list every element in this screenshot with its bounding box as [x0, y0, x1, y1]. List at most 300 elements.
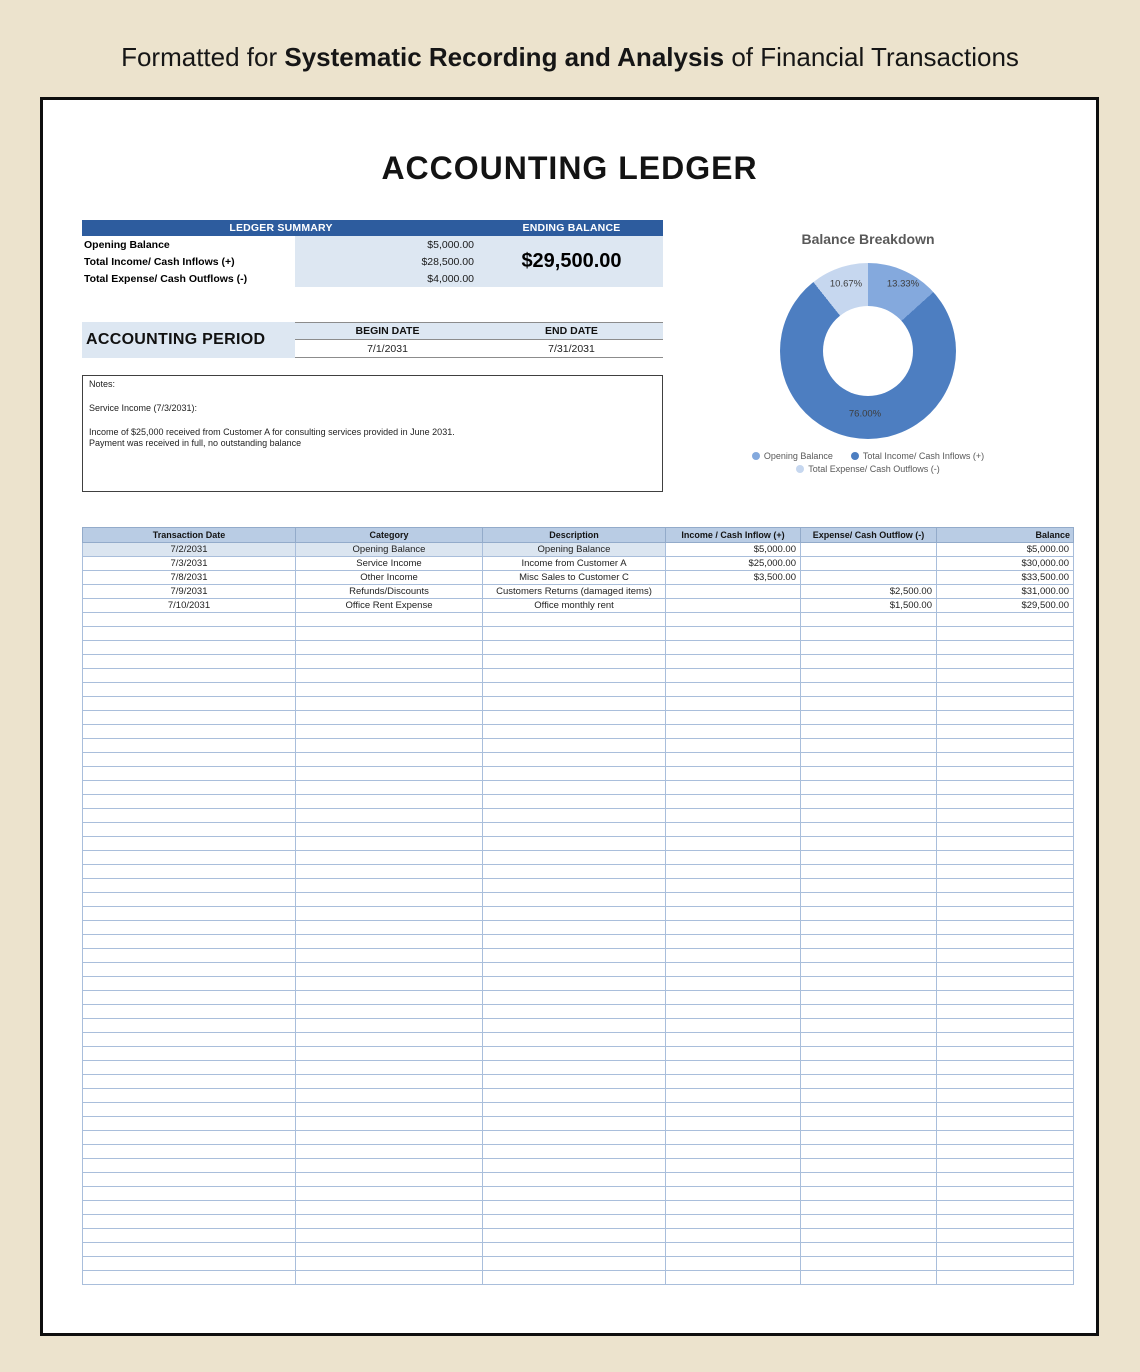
ledger-cell-empty[interactable] [483, 767, 666, 781]
ledger-cell-empty[interactable] [666, 753, 801, 767]
ledger-cell[interactable] [801, 543, 937, 557]
ledger-cell[interactable]: 7/10/2031 [83, 599, 296, 613]
ledger-cell-empty[interactable] [83, 781, 296, 795]
ledger-cell-empty[interactable] [937, 1257, 1074, 1271]
ledger-cell-empty[interactable] [483, 879, 666, 893]
ledger-cell-empty[interactable] [937, 963, 1074, 977]
ledger-cell-empty[interactable] [666, 823, 801, 837]
ledger-cell-empty[interactable] [296, 977, 483, 991]
ledger-cell-empty[interactable] [83, 809, 296, 823]
ledger-cell-empty[interactable] [483, 1145, 666, 1159]
ledger-cell-empty[interactable] [937, 949, 1074, 963]
ledger-cell-empty[interactable] [666, 1229, 801, 1243]
ledger-cell-empty[interactable] [666, 613, 801, 627]
ledger-cell-empty[interactable] [83, 879, 296, 893]
ledger-cell-empty[interactable] [937, 921, 1074, 935]
ledger-cell-empty[interactable] [296, 669, 483, 683]
ledger-cell-empty[interactable] [83, 1117, 296, 1131]
ledger-cell[interactable]: Income from Customer A [483, 557, 666, 571]
ledger-cell[interactable]: $33,500.00 [937, 571, 1074, 585]
ledger-cell-empty[interactable] [483, 1047, 666, 1061]
ledger-cell-empty[interactable] [666, 1103, 801, 1117]
ledger-cell-empty[interactable] [801, 879, 937, 893]
ledger-cell-empty[interactable] [296, 1229, 483, 1243]
ledger-cell-empty[interactable] [937, 809, 1074, 823]
ledger-cell[interactable]: Customers Returns (damaged items) [483, 585, 666, 599]
ledger-cell-empty[interactable] [801, 865, 937, 879]
ledger-cell-empty[interactable] [83, 1271, 296, 1285]
ledger-cell-empty[interactable] [937, 1201, 1074, 1215]
ledger-cell-empty[interactable] [296, 851, 483, 865]
ledger-cell-empty[interactable] [666, 627, 801, 641]
ledger-cell-empty[interactable] [937, 977, 1074, 991]
ledger-cell-empty[interactable] [296, 1271, 483, 1285]
ledger-cell-empty[interactable] [483, 907, 666, 921]
ledger-cell-empty[interactable] [937, 907, 1074, 921]
ledger-cell-empty[interactable] [937, 697, 1074, 711]
ledger-cell-empty[interactable] [483, 1005, 666, 1019]
ledger-cell-empty[interactable] [801, 655, 937, 669]
ledger-cell-empty[interactable] [801, 1061, 937, 1075]
ledger-cell-empty[interactable] [483, 753, 666, 767]
ledger-cell-empty[interactable] [937, 879, 1074, 893]
ledger-cell-empty[interactable] [483, 1257, 666, 1271]
ledger-cell-empty[interactable] [937, 1075, 1074, 1089]
ledger-cell-empty[interactable] [801, 711, 937, 725]
ledger-cell-empty[interactable] [666, 921, 801, 935]
ledger-cell-empty[interactable] [83, 1089, 296, 1103]
ledger-cell-empty[interactable] [83, 823, 296, 837]
ledger-cell-empty[interactable] [937, 627, 1074, 641]
ledger-cell-empty[interactable] [666, 851, 801, 865]
ledger-cell-empty[interactable] [483, 1131, 666, 1145]
ledger-cell-empty[interactable] [937, 683, 1074, 697]
ledger-cell-empty[interactable] [937, 795, 1074, 809]
ledger-cell-empty[interactable] [296, 991, 483, 1005]
ledger-cell-empty[interactable] [296, 1187, 483, 1201]
ledger-cell-empty[interactable] [83, 767, 296, 781]
ledger-cell-empty[interactable] [83, 837, 296, 851]
ledger-cell-empty[interactable] [83, 795, 296, 809]
ledger-cell-empty[interactable] [801, 837, 937, 851]
ledger-cell-empty[interactable] [83, 725, 296, 739]
ledger-cell-empty[interactable] [937, 823, 1074, 837]
ledger-cell-empty[interactable] [801, 907, 937, 921]
ledger-cell-empty[interactable] [801, 613, 937, 627]
ledger-cell-empty[interactable] [296, 907, 483, 921]
ledger-cell-empty[interactable] [83, 641, 296, 655]
ledger-cell-empty[interactable] [666, 949, 801, 963]
ledger-cell-empty[interactable] [296, 1117, 483, 1131]
ledger-cell-empty[interactable] [937, 1243, 1074, 1257]
ledger-cell[interactable]: 7/3/2031 [83, 557, 296, 571]
ledger-cell-empty[interactable] [937, 1089, 1074, 1103]
ledger-cell-empty[interactable] [666, 1271, 801, 1285]
ledger-cell-empty[interactable] [801, 1173, 937, 1187]
ledger-cell-empty[interactable] [296, 921, 483, 935]
ledger-cell-empty[interactable] [801, 669, 937, 683]
ledger-cell-empty[interactable] [937, 935, 1074, 949]
ledger-cell-empty[interactable] [801, 823, 937, 837]
ledger-cell-empty[interactable] [666, 977, 801, 991]
ledger-cell-empty[interactable] [666, 935, 801, 949]
ledger-cell-empty[interactable] [83, 739, 296, 753]
ledger-cell-empty[interactable] [801, 1159, 937, 1173]
ledger-cell-empty[interactable] [83, 1145, 296, 1159]
ledger-cell-empty[interactable] [83, 1103, 296, 1117]
ledger-cell-empty[interactable] [296, 935, 483, 949]
ledger-cell-empty[interactable] [801, 1201, 937, 1215]
ledger-cell-empty[interactable] [801, 1033, 937, 1047]
ledger-cell-empty[interactable] [296, 613, 483, 627]
ledger-cell-empty[interactable] [937, 1061, 1074, 1075]
ledger-cell-empty[interactable] [296, 627, 483, 641]
ledger-cell-empty[interactable] [801, 725, 937, 739]
ledger-cell[interactable]: $5,000.00 [666, 543, 801, 557]
ledger-cell-empty[interactable] [483, 977, 666, 991]
ledger-cell-empty[interactable] [937, 725, 1074, 739]
ledger-cell-empty[interactable] [296, 1173, 483, 1187]
summary-row-value[interactable]: $4,000.00 [295, 270, 480, 287]
ledger-cell-empty[interactable] [296, 809, 483, 823]
ledger-cell-empty[interactable] [483, 1173, 666, 1187]
ledger-cell-empty[interactable] [801, 809, 937, 823]
ledger-cell-empty[interactable] [801, 851, 937, 865]
ledger-cell-empty[interactable] [83, 1075, 296, 1089]
ledger-cell-empty[interactable] [666, 865, 801, 879]
ledger-cell-empty[interactable] [937, 1005, 1074, 1019]
ledger-cell-empty[interactable] [666, 669, 801, 683]
ledger-cell-empty[interactable] [83, 697, 296, 711]
ledger-cell[interactable]: Service Income [296, 557, 483, 571]
ledger-cell-empty[interactable] [483, 1019, 666, 1033]
ledger-cell-empty[interactable] [666, 1187, 801, 1201]
ledger-cell-empty[interactable] [483, 795, 666, 809]
ledger-cell-empty[interactable] [483, 935, 666, 949]
ledger-cell-empty[interactable] [937, 1187, 1074, 1201]
ledger-cell-empty[interactable] [801, 1117, 937, 1131]
ledger-cell[interactable] [801, 571, 937, 585]
ledger-cell-empty[interactable] [83, 1173, 296, 1187]
ledger-cell-empty[interactable] [296, 641, 483, 655]
ledger-cell-empty[interactable] [83, 907, 296, 921]
ledger-cell-empty[interactable] [666, 907, 801, 921]
ledger-cell-empty[interactable] [483, 739, 666, 753]
ledger-cell-empty[interactable] [483, 725, 666, 739]
ledger-cell[interactable] [666, 585, 801, 599]
ledger-cell-empty[interactable] [666, 1033, 801, 1047]
ledger-cell-empty[interactable] [296, 1005, 483, 1019]
ledger-cell-empty[interactable] [801, 1215, 937, 1229]
notes-box[interactable] [82, 375, 663, 492]
ledger-cell-empty[interactable] [83, 1033, 296, 1047]
ledger-cell-empty[interactable] [296, 949, 483, 963]
ledger-cell-empty[interactable] [801, 697, 937, 711]
ledger-cell[interactable]: $30,000.00 [937, 557, 1074, 571]
ledger-cell-empty[interactable] [483, 641, 666, 655]
ledger-cell-empty[interactable] [801, 1131, 937, 1145]
ledger-cell-empty[interactable] [666, 809, 801, 823]
ledger-cell-empty[interactable] [937, 1103, 1074, 1117]
ledger-cell-empty[interactable] [296, 837, 483, 851]
ledger-cell-empty[interactable] [483, 837, 666, 851]
ledger-cell-empty[interactable] [937, 865, 1074, 879]
ledger-cell-empty[interactable] [83, 991, 296, 1005]
ledger-cell-empty[interactable] [83, 1159, 296, 1173]
ledger-cell-empty[interactable] [483, 1271, 666, 1285]
ledger-cell-empty[interactable] [296, 1047, 483, 1061]
ledger-cell-empty[interactable] [483, 781, 666, 795]
ledger-cell-empty[interactable] [483, 851, 666, 865]
ledger-cell-empty[interactable] [296, 683, 483, 697]
ledger-cell-empty[interactable] [801, 977, 937, 991]
ledger-cell-empty[interactable] [666, 697, 801, 711]
ledger-cell-empty[interactable] [666, 739, 801, 753]
ledger-cell-empty[interactable] [666, 1047, 801, 1061]
ledger-cell-empty[interactable] [666, 1075, 801, 1089]
ledger-cell-empty[interactable] [483, 627, 666, 641]
summary-row-value[interactable]: $28,500.00 [295, 253, 480, 270]
ledger-cell-empty[interactable] [483, 893, 666, 907]
ledger-cell-empty[interactable] [801, 1075, 937, 1089]
ledger-cell-empty[interactable] [83, 851, 296, 865]
ledger-cell-empty[interactable] [801, 1145, 937, 1159]
ledger-cell-empty[interactable] [666, 781, 801, 795]
ledger-cell-empty[interactable] [83, 655, 296, 669]
ledger-cell-empty[interactable] [83, 1187, 296, 1201]
ledger-cell-empty[interactable] [937, 641, 1074, 655]
ledger-cell-empty[interactable] [937, 1019, 1074, 1033]
ledger-cell-empty[interactable] [483, 1117, 666, 1131]
ledger-cell-empty[interactable] [83, 1131, 296, 1145]
ledger-cell[interactable] [801, 557, 937, 571]
ledger-cell-empty[interactable] [483, 1243, 666, 1257]
ledger-cell-empty[interactable] [937, 655, 1074, 669]
ledger-cell-empty[interactable] [801, 949, 937, 963]
ledger-cell-empty[interactable] [483, 1089, 666, 1103]
ledger-cell-empty[interactable] [937, 1173, 1074, 1187]
ledger-cell-empty[interactable] [296, 1075, 483, 1089]
ledger-cell[interactable]: Office monthly rent [483, 599, 666, 613]
ledger-cell-empty[interactable] [296, 795, 483, 809]
ledger-cell-empty[interactable] [83, 1019, 296, 1033]
ledger-cell-empty[interactable] [296, 1145, 483, 1159]
ledger-cell[interactable]: $29,500.00 [937, 599, 1074, 613]
ledger-cell-empty[interactable] [801, 795, 937, 809]
ledger-cell-empty[interactable] [296, 725, 483, 739]
ledger-cell-empty[interactable] [937, 1159, 1074, 1173]
ledger-cell-empty[interactable] [296, 711, 483, 725]
ledger-cell-empty[interactable] [801, 893, 937, 907]
ledger-cell-empty[interactable] [666, 683, 801, 697]
ledger-cell-empty[interactable] [666, 1145, 801, 1159]
ledger-cell-empty[interactable] [801, 1187, 937, 1201]
ledger-cell-empty[interactable] [937, 613, 1074, 627]
ledger-cell-empty[interactable] [666, 1201, 801, 1215]
ledger-cell-empty[interactable] [801, 963, 937, 977]
end-date-value[interactable]: 7/31/2031 [480, 340, 663, 358]
ledger-cell-empty[interactable] [666, 1061, 801, 1075]
ledger-cell[interactable] [666, 599, 801, 613]
ledger-cell-empty[interactable] [937, 837, 1074, 851]
ledger-cell-empty[interactable] [801, 1047, 937, 1061]
ledger-cell-empty[interactable] [801, 781, 937, 795]
ledger-cell-empty[interactable] [666, 725, 801, 739]
ledger-cell-empty[interactable] [801, 1005, 937, 1019]
ledger-cell-empty[interactable] [666, 711, 801, 725]
ledger-cell-empty[interactable] [83, 669, 296, 683]
ledger-cell-empty[interactable] [937, 851, 1074, 865]
ledger-cell-empty[interactable] [483, 1187, 666, 1201]
ledger-cell-empty[interactable] [296, 1215, 483, 1229]
ledger-cell-empty[interactable] [83, 963, 296, 977]
summary-row-value[interactable]: $5,000.00 [295, 236, 480, 253]
ledger-cell-empty[interactable] [801, 921, 937, 935]
ledger-cell-empty[interactable] [296, 655, 483, 669]
ledger-cell-empty[interactable] [937, 753, 1074, 767]
ledger-cell-empty[interactable] [801, 1019, 937, 1033]
ledger-cell-empty[interactable] [296, 963, 483, 977]
ledger-cell-empty[interactable] [296, 879, 483, 893]
ledger-cell-empty[interactable] [296, 1103, 483, 1117]
ledger-cell[interactable]: $31,000.00 [937, 585, 1074, 599]
ledger-cell-empty[interactable] [83, 683, 296, 697]
ledger-cell-empty[interactable] [296, 865, 483, 879]
ledger-cell[interactable]: Opening Balance [296, 543, 483, 557]
ledger-cell-empty[interactable] [83, 1005, 296, 1019]
ledger-cell-empty[interactable] [296, 1019, 483, 1033]
ledger-cell-empty[interactable] [483, 809, 666, 823]
ledger-cell-empty[interactable] [937, 1131, 1074, 1145]
ledger-cell[interactable]: Refunds/Discounts [296, 585, 483, 599]
ledger-cell[interactable]: 7/8/2031 [83, 571, 296, 585]
ledger-cell-empty[interactable] [83, 1061, 296, 1075]
ledger-cell-empty[interactable] [483, 991, 666, 1005]
ledger-cell-empty[interactable] [83, 613, 296, 627]
ledger-cell-empty[interactable] [666, 795, 801, 809]
ledger-cell-empty[interactable] [483, 921, 666, 935]
ledger-cell-empty[interactable] [83, 921, 296, 935]
ledger-cell-empty[interactable] [937, 1229, 1074, 1243]
ledger-cell[interactable]: 7/2/2031 [83, 543, 296, 557]
ledger-cell-empty[interactable] [801, 739, 937, 753]
ledger-cell[interactable]: Opening Balance [483, 543, 666, 557]
ledger-cell-empty[interactable] [483, 683, 666, 697]
ledger-cell-empty[interactable] [666, 1117, 801, 1131]
ledger-cell-empty[interactable] [666, 767, 801, 781]
ledger-cell-empty[interactable] [483, 655, 666, 669]
ledger-cell-empty[interactable] [483, 865, 666, 879]
ledger-cell-empty[interactable] [801, 1103, 937, 1117]
ledger-cell-empty[interactable] [666, 1159, 801, 1173]
ledger-cell[interactable]: $25,000.00 [666, 557, 801, 571]
ledger-cell-empty[interactable] [937, 711, 1074, 725]
ledger-cell-empty[interactable] [483, 1229, 666, 1243]
ledger-cell-empty[interactable] [937, 1271, 1074, 1285]
ledger-cell-empty[interactable] [666, 641, 801, 655]
ledger-cell-empty[interactable] [483, 1215, 666, 1229]
ledger-cell[interactable]: $3,500.00 [666, 571, 801, 585]
ledger-cell-empty[interactable] [83, 1243, 296, 1257]
ledger-cell-empty[interactable] [937, 893, 1074, 907]
ledger-cell-empty[interactable] [83, 627, 296, 641]
ledger-cell-empty[interactable] [83, 949, 296, 963]
ledger-cell-empty[interactable] [801, 1257, 937, 1271]
ledger-cell-empty[interactable] [296, 1089, 483, 1103]
ledger-cell-empty[interactable] [666, 837, 801, 851]
ledger-cell-empty[interactable] [296, 893, 483, 907]
ledger-cell-empty[interactable] [937, 669, 1074, 683]
ledger-cell-empty[interactable] [83, 977, 296, 991]
ledger-cell-empty[interactable] [83, 753, 296, 767]
ledger-cell-empty[interactable] [666, 1243, 801, 1257]
ledger-cell-empty[interactable] [801, 627, 937, 641]
ledger-cell-empty[interactable] [296, 753, 483, 767]
ledger-cell-empty[interactable] [937, 1145, 1074, 1159]
ledger-cell-empty[interactable] [483, 823, 666, 837]
ledger-cell-empty[interactable] [937, 767, 1074, 781]
ledger-cell-empty[interactable] [83, 893, 296, 907]
ledger-cell-empty[interactable] [666, 1257, 801, 1271]
ledger-cell-empty[interactable] [666, 893, 801, 907]
ledger-cell-empty[interactable] [83, 711, 296, 725]
ledger-cell-empty[interactable] [801, 641, 937, 655]
ledger-cell-empty[interactable] [483, 1201, 666, 1215]
ledger-cell[interactable]: Other Income [296, 571, 483, 585]
ledger-cell-empty[interactable] [296, 1061, 483, 1075]
ledger-cell-empty[interactable] [83, 935, 296, 949]
begin-date-value[interactable]: 7/1/2031 [295, 340, 480, 358]
ledger-cell-empty[interactable] [801, 753, 937, 767]
ledger-cell-empty[interactable] [937, 1215, 1074, 1229]
ledger-cell-empty[interactable] [801, 767, 937, 781]
ledger-cell-empty[interactable] [937, 781, 1074, 795]
ledger-cell-empty[interactable] [666, 1131, 801, 1145]
ending-balance-value[interactable]: $29,500.00 [480, 236, 663, 287]
ledger-cell-empty[interactable] [666, 963, 801, 977]
ledger-cell-empty[interactable] [666, 655, 801, 669]
ledger-cell-empty[interactable] [937, 991, 1074, 1005]
ledger-cell-empty[interactable] [483, 697, 666, 711]
ledger-cell-empty[interactable] [296, 1201, 483, 1215]
ledger-cell-empty[interactable] [801, 991, 937, 1005]
ledger-cell-empty[interactable] [801, 1243, 937, 1257]
ledger-cell-empty[interactable] [296, 739, 483, 753]
ledger-cell-empty[interactable] [937, 1117, 1074, 1131]
ledger-cell-empty[interactable] [296, 1159, 483, 1173]
ledger-cell-empty[interactable] [937, 739, 1074, 753]
ledger-cell-empty[interactable] [666, 991, 801, 1005]
ledger-cell-empty[interactable] [801, 683, 937, 697]
ledger-cell-empty[interactable] [483, 613, 666, 627]
ledger-cell-empty[interactable] [666, 879, 801, 893]
ledger-cell-empty[interactable] [666, 1005, 801, 1019]
ledger-cell[interactable]: $2,500.00 [801, 585, 937, 599]
ledger-cell-empty[interactable] [83, 1215, 296, 1229]
ledger-cell-empty[interactable] [801, 1271, 937, 1285]
ledger-cell[interactable]: $5,000.00 [937, 543, 1074, 557]
ledger-cell-empty[interactable] [296, 1131, 483, 1145]
ledger-cell[interactable]: Misc Sales to Customer C [483, 571, 666, 585]
ledger-cell-empty[interactable] [296, 1243, 483, 1257]
ledger-cell-empty[interactable] [666, 1019, 801, 1033]
ledger-cell-empty[interactable] [801, 1229, 937, 1243]
ledger-cell-empty[interactable] [666, 1089, 801, 1103]
ledger-cell-empty[interactable] [666, 1173, 801, 1187]
ledger-cell[interactable]: $1,500.00 [801, 599, 937, 613]
ledger-cell-empty[interactable] [666, 1215, 801, 1229]
ledger-cell-empty[interactable] [83, 1047, 296, 1061]
